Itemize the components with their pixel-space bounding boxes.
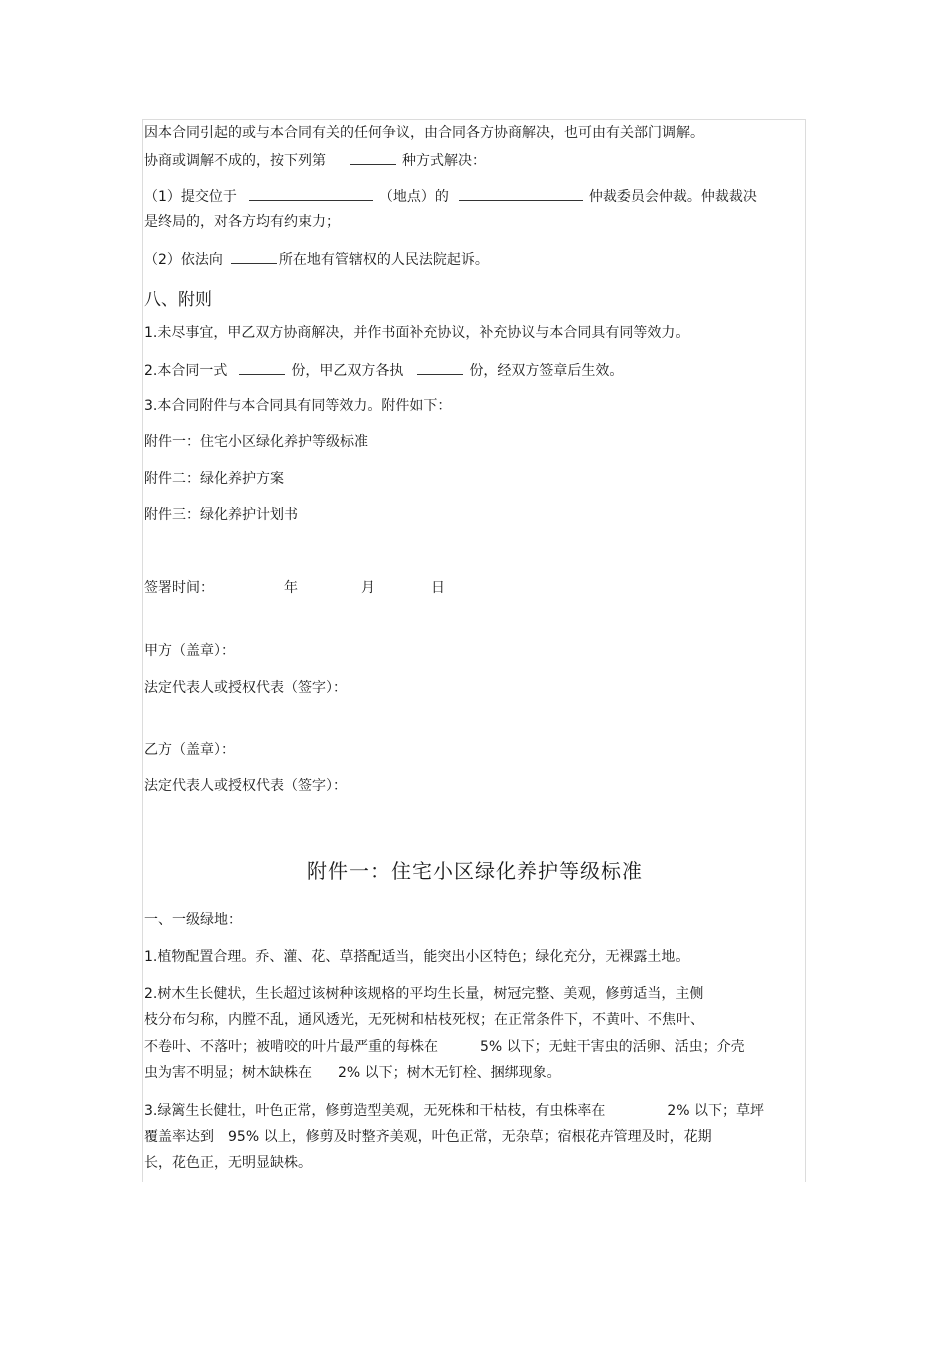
court-location-blank[interactable]	[231, 250, 277, 264]
section-8-item-3: 3.本合同附件与本合同具有同等效力。附件如下：	[144, 398, 452, 414]
annex-2-entry: 附件二：绿化养护方案	[144, 471, 284, 487]
arbitration-committee-blank[interactable]	[459, 187, 583, 201]
copies-total-blank[interactable]	[239, 361, 285, 375]
party-a-seal: 甲方（盖章）：	[144, 643, 235, 659]
section-8-title: 八、附则	[144, 290, 212, 310]
standard-item-3-line-2: 覆盖率达到 95% 以上，修剪及时整齐美观，叶色正常，无杂草；宿根花卉管理及时，花期	[144, 1129, 712, 1145]
party-b-representative: 法定代表人或授权代表（签字）：	[144, 778, 347, 794]
party-a-representative: 法定代表人或授权代表（签字）：	[144, 680, 347, 696]
standard-item-3-line-1: 3.绿篱生长健壮，叶色正常，修剪造型美观，无死株和干枯枝，有虫株率在 2% 以下；草坪	[144, 1103, 765, 1119]
dispute-line-2: 协商或调解不成的，按下列第 种方式解决：	[144, 153, 486, 169]
signing-year: 年	[284, 580, 298, 596]
signing-month: 月	[361, 580, 375, 596]
annex-3-entry: 附件三：绿化养护计划书	[144, 507, 298, 523]
dispute-line-1: 因本合同引起的或与本合同有关的任何争议，由合同各方协商解决，也可由有关部门调解。	[144, 125, 704, 141]
standard-item-1: 1.植物配置合理。乔、灌、花、草搭配适当，能突出小区特色；绿化充分，无裸露土地。	[144, 949, 690, 965]
standard-item-2-line-1: 2.树木生长健状，生长超过该树种该规格的平均生长量，树冠完整、美观，修剪适当，主侧	[144, 986, 704, 1002]
standard-item-2-line-4: 虫为害不明显；树木缺株在 2% 以下；树木无钉栓、捆绑现象。	[144, 1065, 561, 1081]
annex-1-entry: 附件一：住宅小区绿化养护等级标准	[144, 434, 368, 450]
section-8-item-1: 1.未尽事宜，甲乙双方协商解决，并作书面补充协议，补充协议与本合同具有同等效力。	[144, 325, 690, 341]
standard-item-2-line-3: 不卷叶、不落叶；被啃咬的叶片最严重的每株在 5% 以下；无蛀干害虫的活卵、活虫；介壳	[144, 1039, 745, 1055]
copies-each-blank[interactable]	[417, 361, 463, 375]
signing-day: 日	[431, 580, 445, 596]
dispute-option-2: （2）依法向 所在地有管辖权的人民法院起诉。	[144, 252, 489, 268]
level-1-heading: 一、一级绿地：	[144, 912, 242, 928]
standard-item-3-line-3: 长，花色正，无明显缺株。	[144, 1155, 312, 1171]
standard-item-2-line-2: 枝分布匀称，内膛不乱，通风透光，无死树和枯枝死杈；在正常条件下，不黄叶、不焦叶、	[144, 1012, 704, 1028]
section-8-item-2: 2.本合同一式 份，甲乙双方各执 份，经双方签章后生效。	[144, 363, 624, 379]
method-number-blank[interactable]	[350, 151, 396, 165]
annex-1-title: 附件一：住宅小区绿化养护等级标准	[307, 859, 643, 883]
location-blank[interactable]	[249, 187, 373, 201]
dispute-option-1-cont: 是终局的，对各方均有约束力；	[144, 214, 340, 230]
dispute-option-1: （1）提交位于 （地点）的 仲裁委员会仲裁。仲裁裁决	[144, 189, 757, 205]
signing-date-label: 签署时间：	[144, 580, 214, 596]
party-b-seal: 乙方（盖章）：	[144, 742, 235, 758]
